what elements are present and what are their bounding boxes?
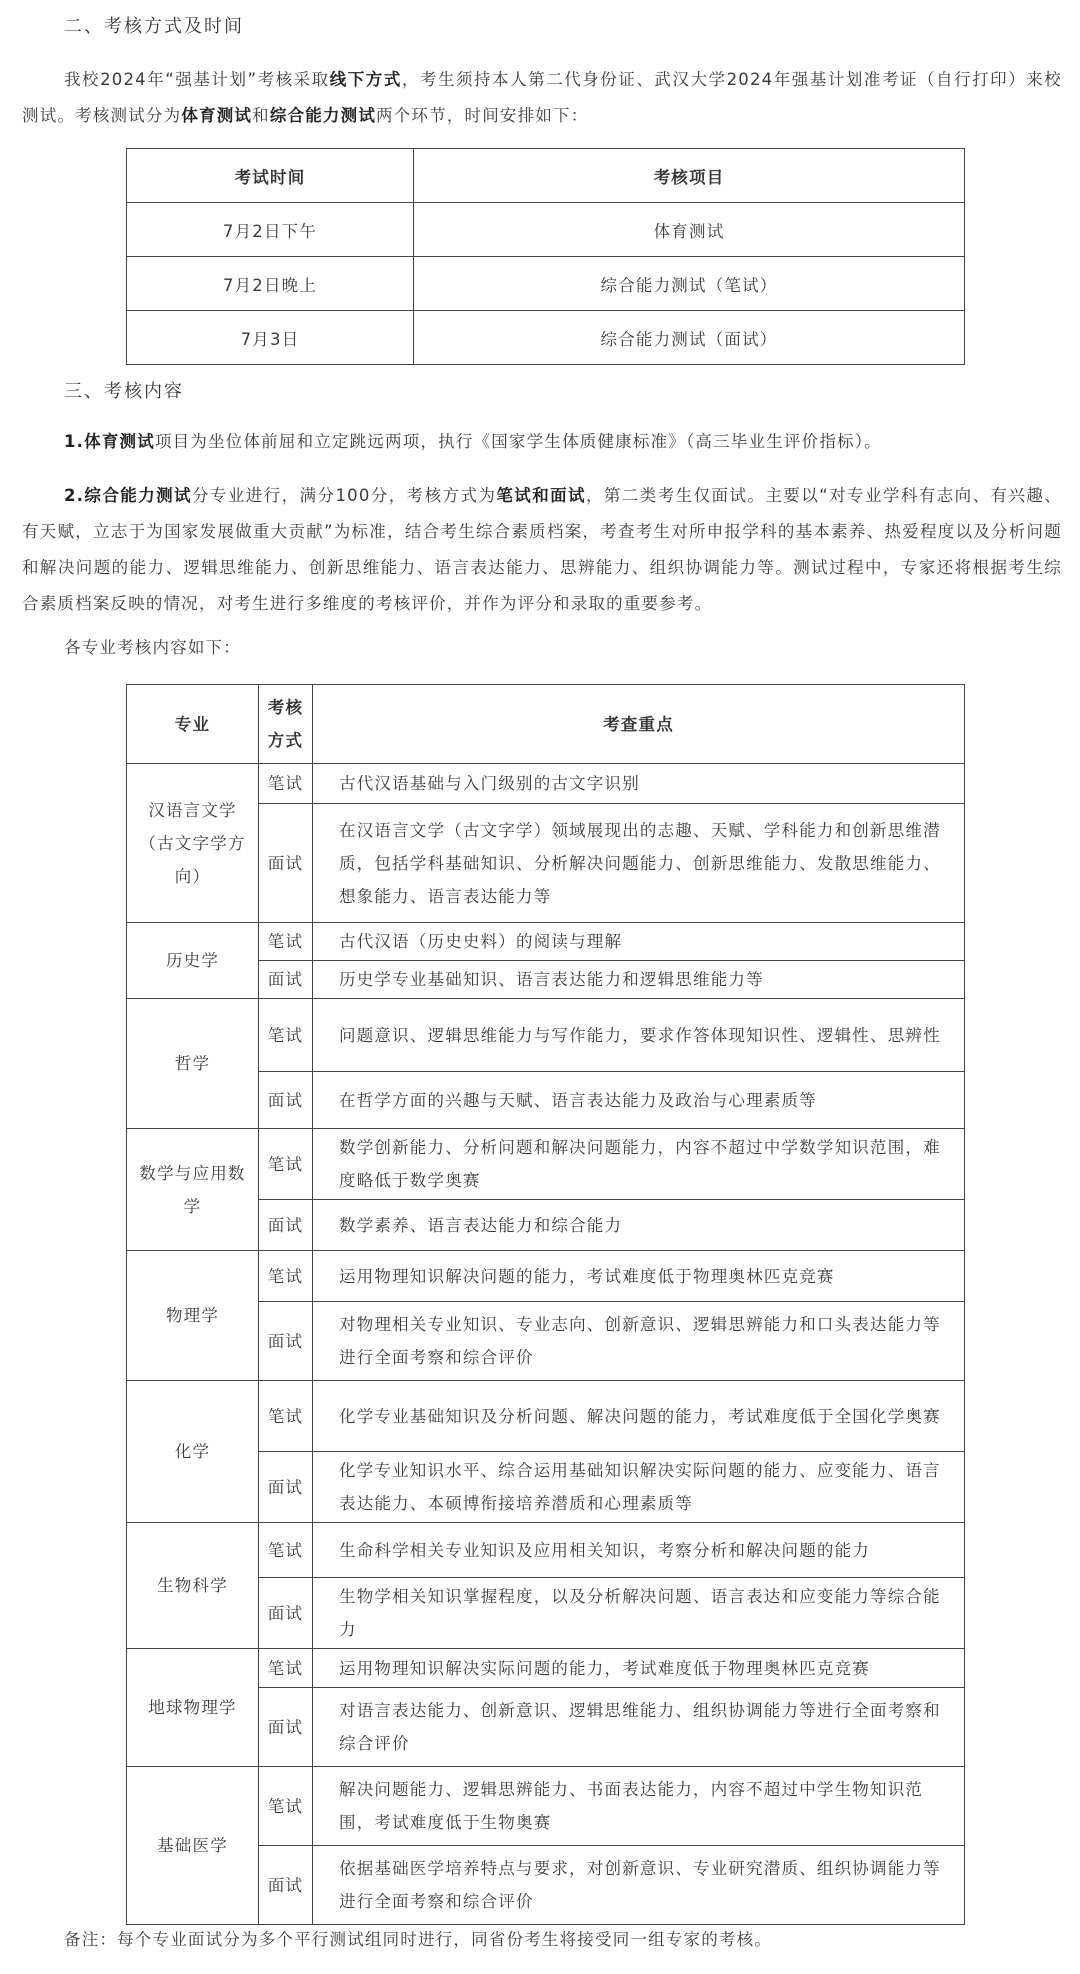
- table-row: [127, 764, 965, 804]
- schedule-item: 体育测试: [414, 203, 965, 257]
- focus-interview: 数学素养、语言表达能力和综合能力: [313, 1200, 965, 1251]
- bold-offline: 线下方式: [329, 70, 402, 89]
- section-3-para-1: 1.体育测试项目为坐位体前屈和立定跳远两项，执行《国家学生体质健康标准》（高三毕业生评价指标）。: [64, 432, 882, 451]
- focus-interview: 化学专业知识水平、综合运用基础知识解决实际问题的能力、应变能力、语言表达能力、本硕博衔接培养潜质和心理素质等: [313, 1452, 965, 1523]
- table-row: [127, 1381, 965, 1452]
- method-written: 笔试: [259, 1767, 313, 1846]
- section-2-intro: 我校2024年“强基计划”考核采取线下方式，考生须持本人第二代身份证、武汉大学2024年强基计划准考证（自行打印）来校测试。考核测试分为体育测试和综合能力测试两个环节，时间安排如下：: [22, 70, 1062, 125]
- method-interview: 面试: [259, 1452, 313, 1523]
- section-3-para-2: 2.综合能力测试分专业进行，满分100分，考核方式为笔试和面试，第二类考生仅面试。主要以“对专业学科有志向、有兴趣、有天赋，立志于为国家发展做重大贡献”为标准，结合考生综合素质档案，考查考生对所申报学科的基本素养、热爱程度以及分析问题和解决问题的能力、逻辑思维能力、创新思维能力、语言表达能力、思辨能力、组织协调能力等。测试过程中，专家还将根据考生综合素质档案反映的情况，对考生进行多维度的考核评价，并作为评分和录取的重要参考。: [22, 486, 1063, 613]
- schedule-table: [126, 148, 965, 365]
- majors-header-focus: 考查重点: [313, 685, 965, 764]
- section-3-para-3: 各专业考核内容如下：: [64, 638, 241, 657]
- section-3-title: 三、考核内容: [64, 381, 184, 402]
- method-written: 笔试: [259, 1251, 313, 1302]
- footnote: 备注：每个专业面试分为多个平行测试组同时进行，同省份考生将接受同一组专家的考核。: [64, 1930, 772, 1949]
- schedule-header-time: 考试时间: [127, 149, 414, 203]
- focus-interview: 依据基础医学培养特点与要求，对创新意识、专业研究潜质、组织协调能力等进行全面考察和综合评价: [313, 1846, 965, 1925]
- bold-written-interview: 笔试和面试: [496, 486, 586, 505]
- table-row: [127, 1251, 965, 1302]
- table-row: [127, 1129, 965, 1200]
- bold-comprehensive-test: 综合能力测试: [84, 486, 192, 505]
- method-written: 笔试: [259, 999, 313, 1072]
- method-written: 笔试: [259, 1129, 313, 1200]
- bold-sports-test: 体育测试: [84, 432, 155, 451]
- major-name: 生物科学: [127, 1523, 259, 1649]
- schedule-item: 综合能力测试（面试）: [414, 311, 965, 365]
- table-row: [127, 923, 965, 961]
- majors-header-method: 考核方式: [259, 685, 313, 764]
- focus-interview: 生物学相关知识掌握程度，以及分析解决问题、语言表达和应变能力等综合能力: [313, 1578, 965, 1649]
- method-written: 笔试: [259, 1381, 313, 1452]
- major-name: 汉语言文学（古文字学方向）: [127, 764, 259, 923]
- section-2-title: 二、考核方式及时间: [64, 16, 244, 37]
- focus-interview: 在汉语言文学（古文字学）领域展现出的志趣、天赋、学科能力和创新思维潜质，包括学科基础知识、分析解决问题能力、创新思维能力、发散思维能力、想象能力、语言表达能力等: [313, 804, 965, 923]
- bold-comprehensive-test: 综合能力测试: [269, 106, 377, 125]
- focus-interview: 在哲学方面的兴趣与天赋、语言表达能力及政治与心理素质等: [313, 1072, 965, 1129]
- method-written: 笔试: [259, 923, 313, 961]
- table-row: [127, 999, 965, 1072]
- majors-header-row: [127, 685, 965, 764]
- schedule-time: 7月2日下午: [127, 203, 414, 257]
- focus-written: 古代汉语（历史史料）的阅读与理解: [313, 923, 965, 961]
- focus-written: 问题意识、逻辑思维能力与写作能力，要求作答体现知识性、逻辑性、思辨性: [313, 999, 965, 1072]
- schedule-time: 7月2日晚上: [127, 257, 414, 311]
- schedule-item: 综合能力测试（笔试）: [414, 257, 965, 311]
- schedule-row: [127, 311, 965, 365]
- schedule-header-item: 考核项目: [414, 149, 965, 203]
- method-written: 笔试: [259, 1523, 313, 1578]
- major-name: 化学: [127, 1381, 259, 1523]
- focus-written: 运用物理知识解决实际问题的能力，考试难度低于物理奥林匹克竞赛: [313, 1649, 965, 1688]
- major-name: 数学与应用数学: [127, 1129, 259, 1251]
- focus-written: 运用物理知识解决问题的能力，考试难度低于物理奥林匹克竞赛: [313, 1251, 965, 1302]
- method-interview: 面试: [259, 1302, 313, 1381]
- focus-interview: 对物理相关专业知识、专业志向、创新意识、逻辑思辨能力和口头表达能力等进行全面考察和综合评价: [313, 1302, 965, 1381]
- method-interview: 面试: [259, 961, 313, 999]
- major-name: 基础医学: [127, 1767, 259, 1925]
- method-interview: 面试: [259, 1072, 313, 1129]
- method-interview: 面试: [259, 1200, 313, 1251]
- bold-sports-test: 体育测试: [181, 106, 253, 125]
- major-name: 地球物理学: [127, 1649, 259, 1767]
- focus-interview: 历史学专业基础知识、语言表达能力和逻辑思维能力等: [313, 961, 965, 999]
- table-row: [127, 1767, 965, 1846]
- schedule-header-row: [127, 149, 965, 203]
- method-written: 笔试: [259, 764, 313, 804]
- method-written: 笔试: [259, 1649, 313, 1688]
- method-interview: 面试: [259, 804, 313, 923]
- table-row: [127, 1649, 965, 1688]
- schedule-row: [127, 257, 965, 311]
- method-interview: 面试: [259, 1578, 313, 1649]
- major-name: 哲学: [127, 999, 259, 1129]
- focus-written: 解决问题能力、逻辑思辨能力、书面表达能力，内容不超过中学生物知识范围，考试难度低于生物奥赛: [313, 1767, 965, 1846]
- method-interview: 面试: [259, 1846, 313, 1925]
- major-name: 历史学: [127, 923, 259, 999]
- focus-written: 化学专业基础知识及分析问题、解决问题的能力，考试难度低于全国化学奥赛: [313, 1381, 965, 1452]
- method-interview: 面试: [259, 1688, 313, 1767]
- focus-interview: 对语言表达能力、创新意识、逻辑思维能力、组织协调能力等进行全面考察和综合评价: [313, 1688, 965, 1767]
- focus-written: 古代汉语基础与入门级别的古文字识别: [313, 764, 965, 804]
- table-row: [127, 1523, 965, 1578]
- schedule-row: [127, 203, 965, 257]
- focus-written: 生命科学相关专业知识及应用相关知识，考察分析和解决问题的能力: [313, 1523, 965, 1578]
- majors-table: [126, 684, 965, 1925]
- major-name: 物理学: [127, 1251, 259, 1381]
- majors-header-major: 专业: [127, 685, 259, 764]
- schedule-time: 7月3日: [127, 311, 414, 365]
- focus-written: 数学创新能力、分析问题和解决问题能力，内容不超过中学数学知识范围，难度略低于数学奥赛: [313, 1129, 965, 1200]
